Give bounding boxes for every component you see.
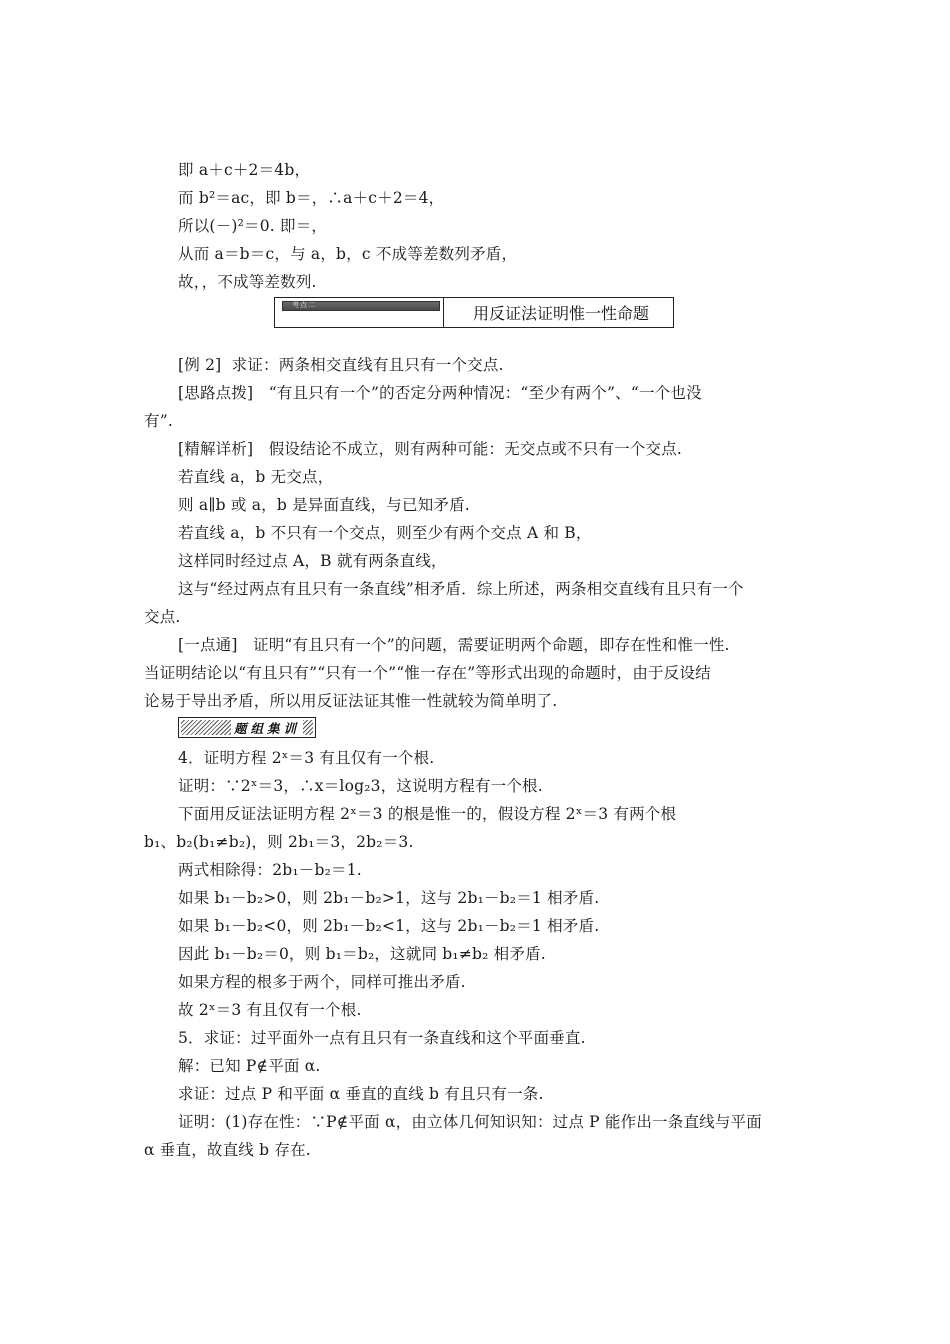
problem-line: 如果 b₁－b₂>0，则 2b₁－b₂>1，这与 2b₁－b₂＝1 相矛盾. — [178, 889, 600, 907]
section-tag: 考点二 — [282, 301, 440, 311]
section-header — [274, 297, 674, 328]
solution-line: [精解详析] 假设结论不成立，则有两种可能：无交点或不只有一个交点. — [178, 440, 683, 458]
problem-line: 求证：过点 P 和平面 α 垂直的直线 b 有且只有一条. — [178, 1085, 544, 1103]
proof-line: 所以(－)²＝0. 即＝， — [178, 217, 328, 235]
hint-line: 有”. — [144, 412, 173, 430]
solution-line: 若直线 a，b 无交点， — [178, 468, 334, 486]
problem-line: 如果 b₁－b₂<0，则 2b₁－b₂<1，这与 2b₁－b₂＝1 相矛盾. — [178, 917, 600, 935]
problem-line: 4．证明方程 2ˣ＝3 有且仅有一个根. — [178, 749, 435, 767]
tip-line: [一点通] 证明“有且只有一个”的问题，需要证明两个命题，即存在性和惟一性. — [178, 636, 730, 654]
problem-line: 5．求证：过平面外一点有且只有一条直线和这个平面垂直. — [178, 1029, 586, 1047]
solution-line: 若直线 a，b 不只有一个交点，则至少有两个交点 A 和 B， — [178, 524, 592, 542]
problem-line: 因此 b₁－b₂＝0，则 b₁＝b₂，这就同 b₁≠b₂ 相矛盾. — [178, 945, 546, 963]
problem-line: 证明：∵2ˣ＝3，∴x＝log₂3，这说明方程有一个根. — [178, 777, 543, 795]
proof-line: 而 b²＝ac，即 b＝，∴a＋c＋2＝4， — [178, 189, 445, 207]
hint-line: [思路点拨] “有且只有一个”的否定分两种情况：“至少有两个”、“一个也没 — [178, 384, 702, 402]
proof-line: 故，，不成等差数列. — [178, 273, 317, 291]
solution-line: 则 a∥b 或 a，b 是异面直线，与已知矛盾. — [178, 496, 470, 514]
problem-line: 证明：(1)存在性：∵P∉平面 α，由立体几何知识知：过点 P 能作出一条直线与平面 — [178, 1113, 762, 1131]
problem-line: 故 2ˣ＝3 有且仅有一个根. — [178, 1001, 362, 1019]
example-prompt: [例 2] 求证：两条相交直线有且只有一个交点. — [178, 356, 504, 374]
problem-line: b₁、b₂(b₁≠b₂)，则 2b₁＝3，2b₂＝3. — [144, 833, 414, 851]
solution-line: 这与“经过两点有且只有一条直线”相矛盾．综上所述，两条相交直线有且只有一个 — [178, 580, 744, 598]
proof-line: 即 a＋c＋2＝4b， — [178, 161, 311, 179]
tip-line: 论易于导出矛盾，所以用反证法证其惟一性就较为简单明了. — [144, 692, 558, 710]
problem-line: 解：已知 P∉平面 α. — [178, 1057, 321, 1075]
problem-line: α 垂直，故直线 b 存在. — [144, 1141, 311, 1159]
tip-line: 当证明结论以“有且只有”“只有一个”“惟一存在”等形式出现的命题时，由于反设结 — [144, 664, 711, 682]
solution-line: 交点. — [144, 608, 181, 626]
banner-label: 题组集训 — [231, 719, 303, 737]
problem-set-banner — [178, 717, 316, 738]
section-divider — [443, 298, 444, 327]
problem-line: 如果方程的根多于两个，同样可推出矛盾. — [178, 973, 466, 991]
problem-line: 下面用反证法证明方程 2ˣ＝3 的根是惟一的，假设方程 2ˣ＝3 有两个根 — [178, 805, 677, 823]
problem-line: 两式相除得：2b₁－b₂＝1. — [178, 861, 362, 879]
solution-line: 这样同时经过点 A，B 就有两条直线， — [178, 552, 447, 570]
section-title: 用反证法证明惟一性命题 — [473, 304, 650, 323]
proof-line: 从而 a＝b＝c，与 a，b，c 不成等差数列矛盾， — [178, 245, 518, 263]
